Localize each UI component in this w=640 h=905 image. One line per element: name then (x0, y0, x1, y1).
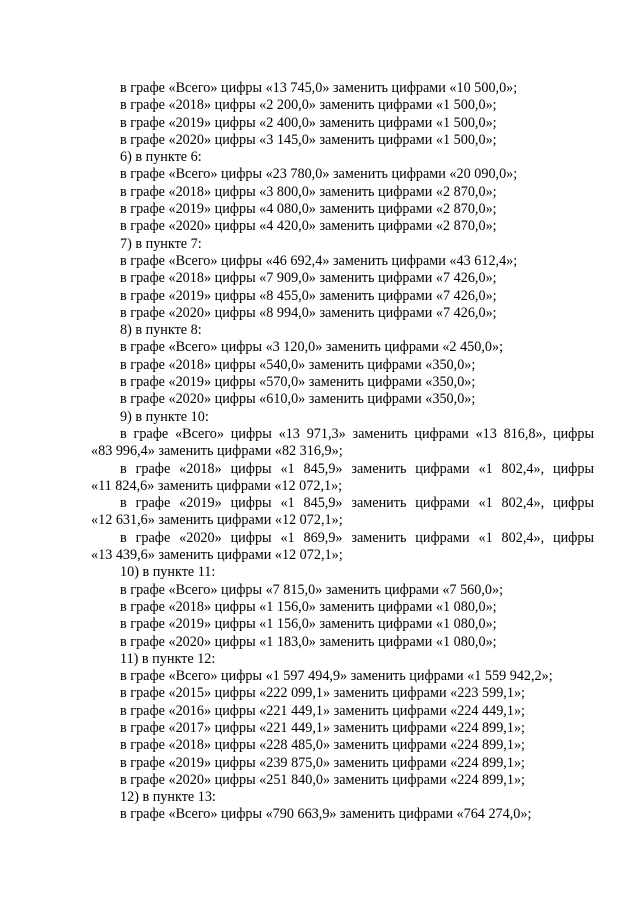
text-line: в графе «2018» цифры «2 200,0» заменить цифрами «1 500,0»; (120, 97, 497, 114)
text-line: в графе «Всего» цифры «46 692,4» заменить цифрами «43 612,4»; (120, 252, 518, 269)
clause-heading: 9) в пункте 10: (120, 408, 209, 425)
text-line: в графе «2019» цифры «570,0» заменить цифрами «350,0»; (120, 374, 476, 391)
text-line-continuation: «11 824,6» заменить цифрами «12 072,1»; (91, 477, 343, 494)
clause-heading: 8) в пункте 8: (120, 322, 202, 339)
text-line: в графе «Всего» цифры «1 597 494,9» заменить цифрами «1 559 942,2»; (120, 668, 553, 685)
text-line: в графе «2015» цифры «222 099,1» заменить цифрами «223 599,1»; (120, 685, 525, 702)
text-line: в графе «2020» цифры «3 145,0» заменить цифрами «1 500,0»; (120, 131, 497, 148)
document-body (0, 80, 640, 824)
text-line: в графе «Всего» цифры «13 745,0» заменить цифрами «10 500,0»; (120, 80, 518, 96)
text-line: в графе «2017» цифры «221 449,1» заменить цифрами «224 899,1»; (120, 719, 525, 736)
text-line-continuation: «12 631,6» заменить цифрами «12 072,1»; (91, 512, 343, 529)
text-line: в графе «Всего» цифры «23 780,0» заменить цифрами «20 090,0»; (120, 166, 518, 183)
clause-heading: 10) в пункте 11: (120, 564, 216, 581)
text-line: в графе «2019» цифры «4 080,0» заменить цифрами «2 870,0»; (120, 201, 497, 218)
text-line: в графе «2019» цифры «8 455,0» заменить цифрами «7 426,0»; (120, 287, 497, 304)
clause-heading: 12) в пункте 13: (120, 789, 216, 806)
clause-heading: 6) в пункте 6: (120, 149, 202, 166)
text-line: в графе «2018» цифры «1 845,9» заменить цифрами «1 802,4», цифры (120, 460, 594, 477)
text-line: в графе «Всего» цифры «7 815,0» заменить цифрами «7 560,0»; (120, 581, 504, 598)
text-line: в графе «2018» цифры «228 485,0» заменить цифрами «224 899,1»; (120, 737, 525, 754)
text-line: в графе «Всего» цифры «3 120,0» заменить цифрами «2 450,0»; (120, 339, 504, 356)
clause-heading: 11) в пункте 12: (120, 650, 216, 667)
text-line: в графе «2020» цифры «1 183,0» заменить цифрами «1 080,0»; (120, 633, 497, 650)
text-line: в графе «2019» цифры «2 400,0» заменить цифрами «1 500,0»; (120, 114, 497, 131)
text-line: в графе «2019» цифры «239 875,0» заменить цифрами «224 899,1»; (120, 754, 525, 771)
clause-heading: 7) в пункте 7: (120, 235, 202, 252)
text-line: в графе «2020» цифры «610,0» заменить цифрами «350,0»; (120, 391, 476, 408)
text-line: в графе «2018» цифры «3 800,0» заменить цифрами «2 870,0»; (120, 183, 497, 200)
text-line: в графе «2018» цифры «1 156,0» заменить цифрами «1 080,0»; (120, 598, 497, 615)
text-line: в графе «Всего» цифры «13 971,3» заменить цифрами «13 816,8», цифры (120, 425, 594, 442)
text-line: в графе «Всего» цифры «790 663,9» заменить цифрами «764 274,0»; (120, 806, 532, 823)
text-line: в графе «2019» цифры «1 845,9» заменить цифрами «1 802,4», цифры (120, 495, 594, 512)
text-line-continuation: «83 996,4» заменить цифрами «82 316,9»; (91, 443, 343, 460)
text-line: в графе «2016» цифры «221 449,1» заменить цифрами «224 449,1»; (120, 702, 525, 719)
text-line: в графе «2020» цифры «1 869,9» заменить цифрами «1 802,4», цифры (120, 529, 594, 546)
text-line: в графе «2018» цифры «540,0» заменить цифрами «350,0»; (120, 356, 476, 373)
text-line: в графе «2019» цифры «1 156,0» заменить цифрами «1 080,0»; (120, 616, 497, 633)
text-line: в графе «2020» цифры «4 420,0» заменить цифрами «2 870,0»; (120, 218, 497, 235)
text-line: в графе «2018» цифры «7 909,0» заменить цифрами «7 426,0»; (120, 270, 497, 287)
text-line: в графе «2020» цифры «8 994,0» заменить цифрами «7 426,0»; (120, 304, 497, 321)
text-line: в графе «2020» цифры «251 840,0» заменить цифрами «224 899,1»; (120, 771, 525, 788)
text-line-continuation: «13 439,6» заменить цифрами «12 072,1»; (91, 547, 343, 564)
